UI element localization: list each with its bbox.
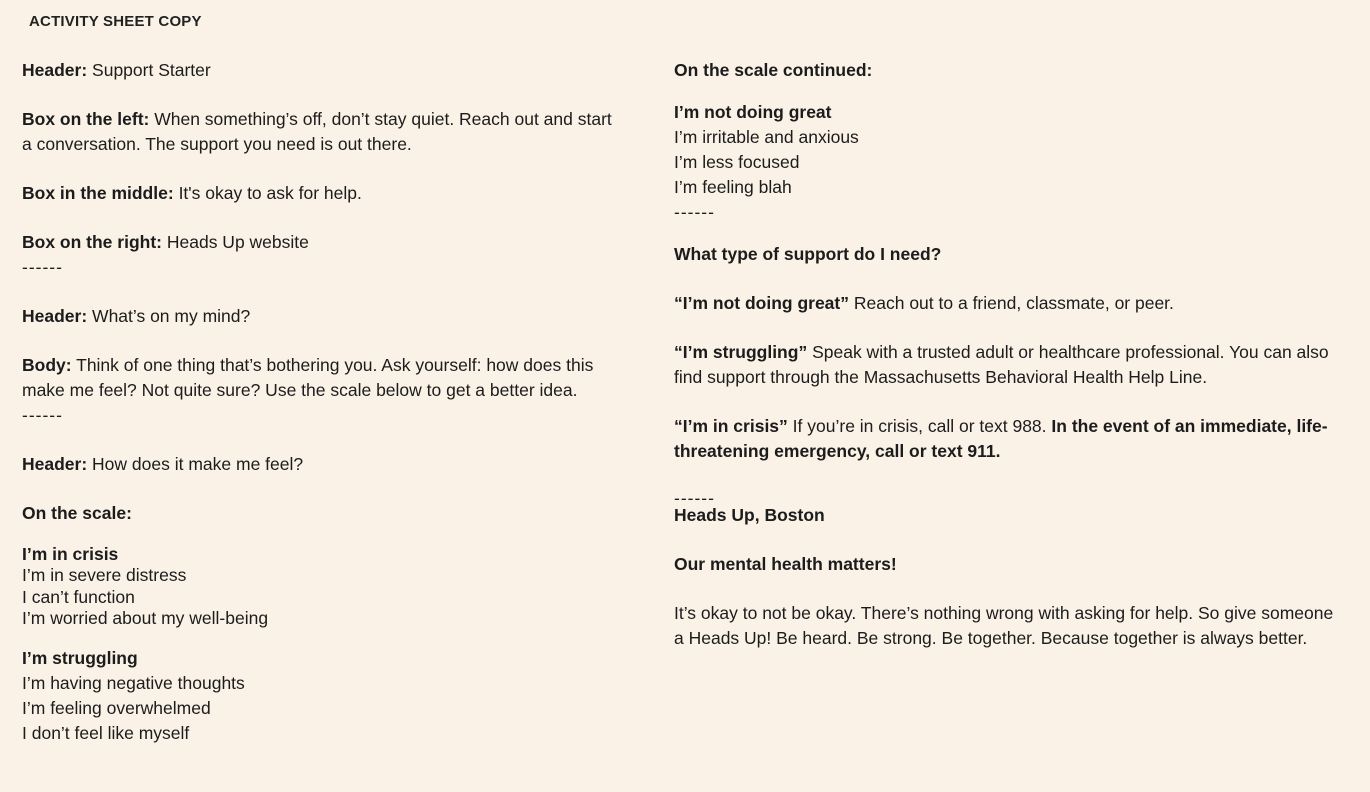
field-label: Box in the middle:	[22, 183, 174, 203]
separator: ------	[674, 202, 715, 222]
support-text: Speak with a trusted adult or healthcare professional. You can also find support through the Massachusetts Behavioral Health Help Line.	[674, 342, 1329, 387]
box-middle-copy	[22, 181, 622, 206]
field-label: Box on the left:	[22, 109, 150, 129]
scale-line: I’m feeling blah	[674, 177, 792, 197]
emergency-text: In the event of an immediate, life-threatening emergency, call or text 911.	[674, 416, 1328, 461]
header-whats-on-my-mind	[22, 304, 622, 329]
tagline: Our mental health matters!	[674, 554, 897, 574]
scale-line: I’m feeling overwhelmed	[22, 697, 211, 718]
closing-paragraph: It’s okay to not be okay. There’s nothing wrong with asking for help. So give someone a Heads Up! Be heard. Be strong. Be together. Because together is always better.	[674, 603, 1334, 648]
page-title: ACTIVITY SHEET COPY	[29, 13, 202, 30]
scale-not-great	[674, 100, 1344, 200]
right-column	[674, 58, 1344, 675]
support-text: If you’re in crisis, call or text 988.	[792, 416, 1047, 436]
scale-title: I’m not doing great	[674, 102, 832, 122]
support-text: Reach out to a friend, classmate, or peer.	[853, 293, 1174, 313]
scale-title: I’m struggling	[22, 647, 138, 668]
support-label: “I’m struggling”	[674, 342, 808, 362]
scale-line: I’m having negative thoughts	[22, 672, 245, 693]
field-text: Think of one thing that’s bothering you. Ask yourself: how does this make me feel? Not quite sure? Use the scale below to get a better idea.	[22, 355, 594, 400]
support-label: “I’m not doing great”	[674, 293, 849, 313]
support-label: “I’m in crisis”	[674, 416, 788, 436]
scale-continued-heading: On the scale continued:	[674, 60, 873, 80]
scale-struggling	[22, 646, 622, 746]
scale-line: I’m worried about my well-being	[22, 608, 269, 628]
field-label: Header:	[22, 306, 88, 326]
box-right-copy	[22, 230, 622, 255]
box-left-copy	[22, 107, 622, 157]
scale-line: I can’t function	[22, 586, 135, 607]
separator: ------	[22, 405, 63, 425]
scale-line: I don’t feel like myself	[22, 722, 190, 743]
scale-line: I’m in severe distress	[22, 565, 187, 585]
field-text: What’s on my mind?	[92, 306, 251, 326]
body-copy	[22, 353, 622, 403]
separator: ------	[22, 257, 63, 277]
field-text: When something’s off, don’t stay quiet. Reach out and start a conversation. The support you need is out there.	[22, 109, 612, 154]
field-label: Header:	[22, 60, 88, 80]
field-text: Support Starter	[92, 60, 211, 80]
support-crisis	[674, 414, 1344, 464]
field-text: It's okay to ask for help.	[178, 183, 362, 203]
field-label: Header:	[22, 454, 88, 474]
scale-line: I’m less focused	[674, 152, 800, 172]
support-not-great	[674, 291, 1344, 316]
scale-line: I’m irritable and anxious	[674, 127, 859, 147]
field-label: Box on the right:	[22, 232, 162, 252]
separator: ------	[674, 488, 715, 508]
brand-name: Heads Up, Boston	[674, 505, 825, 525]
left-column	[22, 58, 622, 762]
field-text: Heads Up website	[166, 232, 309, 252]
header-how-does-it-feel	[22, 452, 622, 477]
support-struggling	[674, 340, 1344, 390]
header-support-starter	[22, 58, 622, 83]
field-label: Body:	[22, 355, 72, 375]
scale-title: I’m in crisis	[22, 544, 119, 564]
on-the-scale-heading: On the scale:	[22, 503, 132, 523]
field-text: How does it make me feel?	[92, 454, 304, 474]
scale-crisis	[22, 543, 622, 630]
support-question: What type of support do I need?	[674, 244, 942, 264]
